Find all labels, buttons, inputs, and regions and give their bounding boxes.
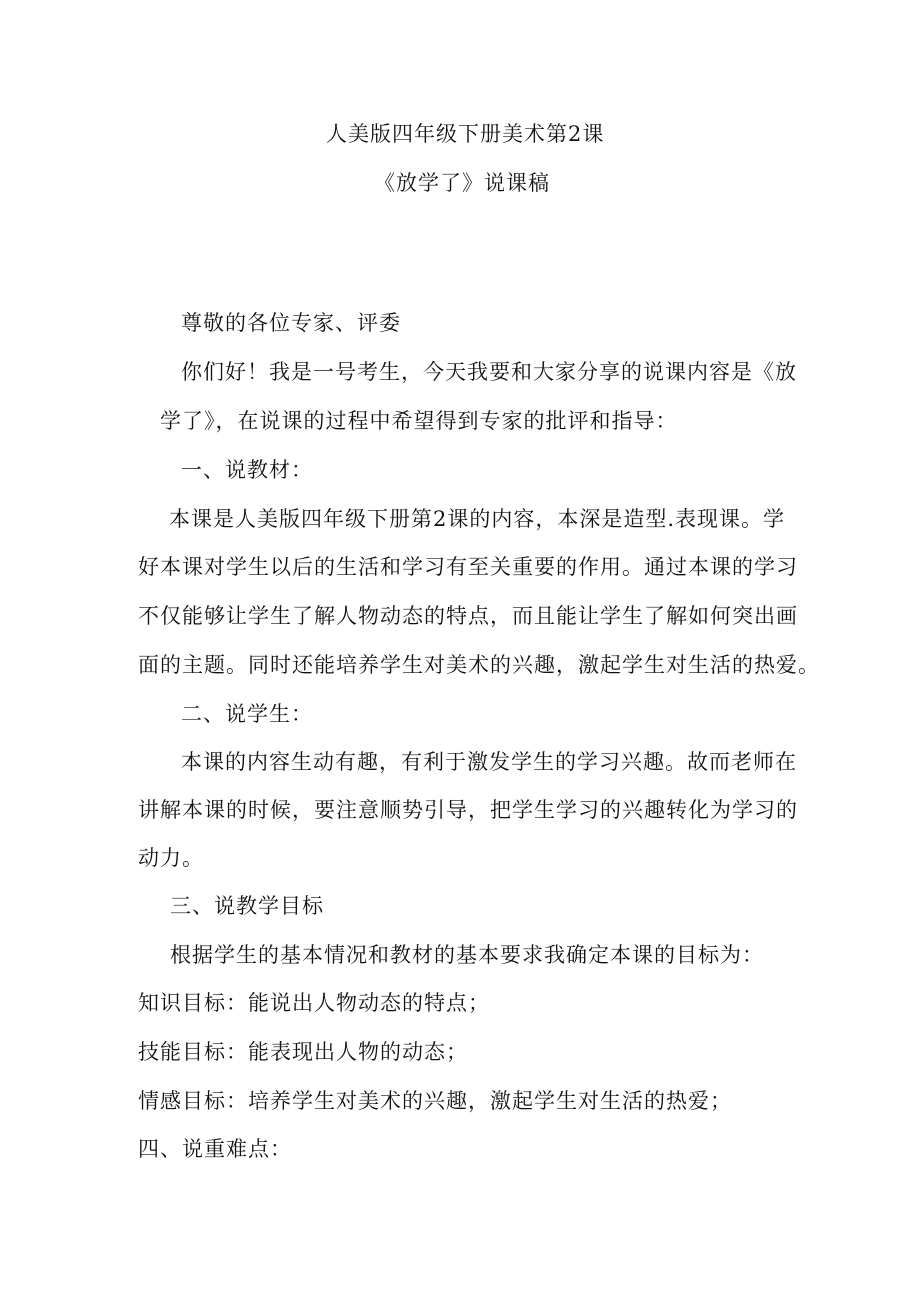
paragraph-line: 动力。 (138, 846, 204, 870)
section-heading: 二、说学生： (181, 702, 313, 726)
paragraph-line: 根据学生的基本情况和教材的基本要求我确定本课的目标为： (170, 943, 764, 967)
section-heading: 三、说教学目标 (170, 894, 324, 918)
section-heading: 一、说教材： (181, 458, 313, 482)
paragraph-line: 本课的内容生动有趣，有利于激发学生的学习兴趣。故而老师在 (181, 750, 797, 774)
page-title-line2: 《放学了》说课稿 (374, 171, 550, 195)
paragraph-line: 本课是人美版四年级下册第2课的内容，本深是造型.表现课。学 (169, 507, 786, 531)
paragraph-line: 好本课对学生以后的生活和学习有至关重要的作用。通过本课的学习 (138, 555, 798, 579)
paragraph-line: 面的主题。同时还能培养学生对美术的兴趣，激起学生对生活的热爱。 (138, 653, 820, 677)
goal-line: 技能目标：能表现出人物的动态； (138, 1040, 468, 1064)
intro-line: 你们好！我是一号考生，今天我要和大家分享的说课内容是《放 (181, 360, 797, 384)
greeting: 尊敬的各位专家、评委 (181, 311, 401, 335)
paragraph-line: 不仅能够让学生了解人物动态的特点，而且能让学生了解如何突出画 (138, 604, 798, 628)
intro-line: 学了》，在说课的过程中希望得到专家的批评和指导： (160, 409, 678, 433)
page-title-line1: 人美版四年级下册美术第2课 (326, 122, 605, 146)
goal-line: 情感目标：培养学生对美术的兴趣，激起学生对生活的热爱； (138, 1089, 732, 1113)
goal-line: 知识目标：能说出人物动态的特点； (138, 991, 490, 1015)
paragraph-line: 讲解本课的时候，要注意顺势引导，把学生学习的兴趣转化为学习的 (138, 798, 798, 822)
section-heading: 四、说重难点： (138, 1137, 292, 1161)
